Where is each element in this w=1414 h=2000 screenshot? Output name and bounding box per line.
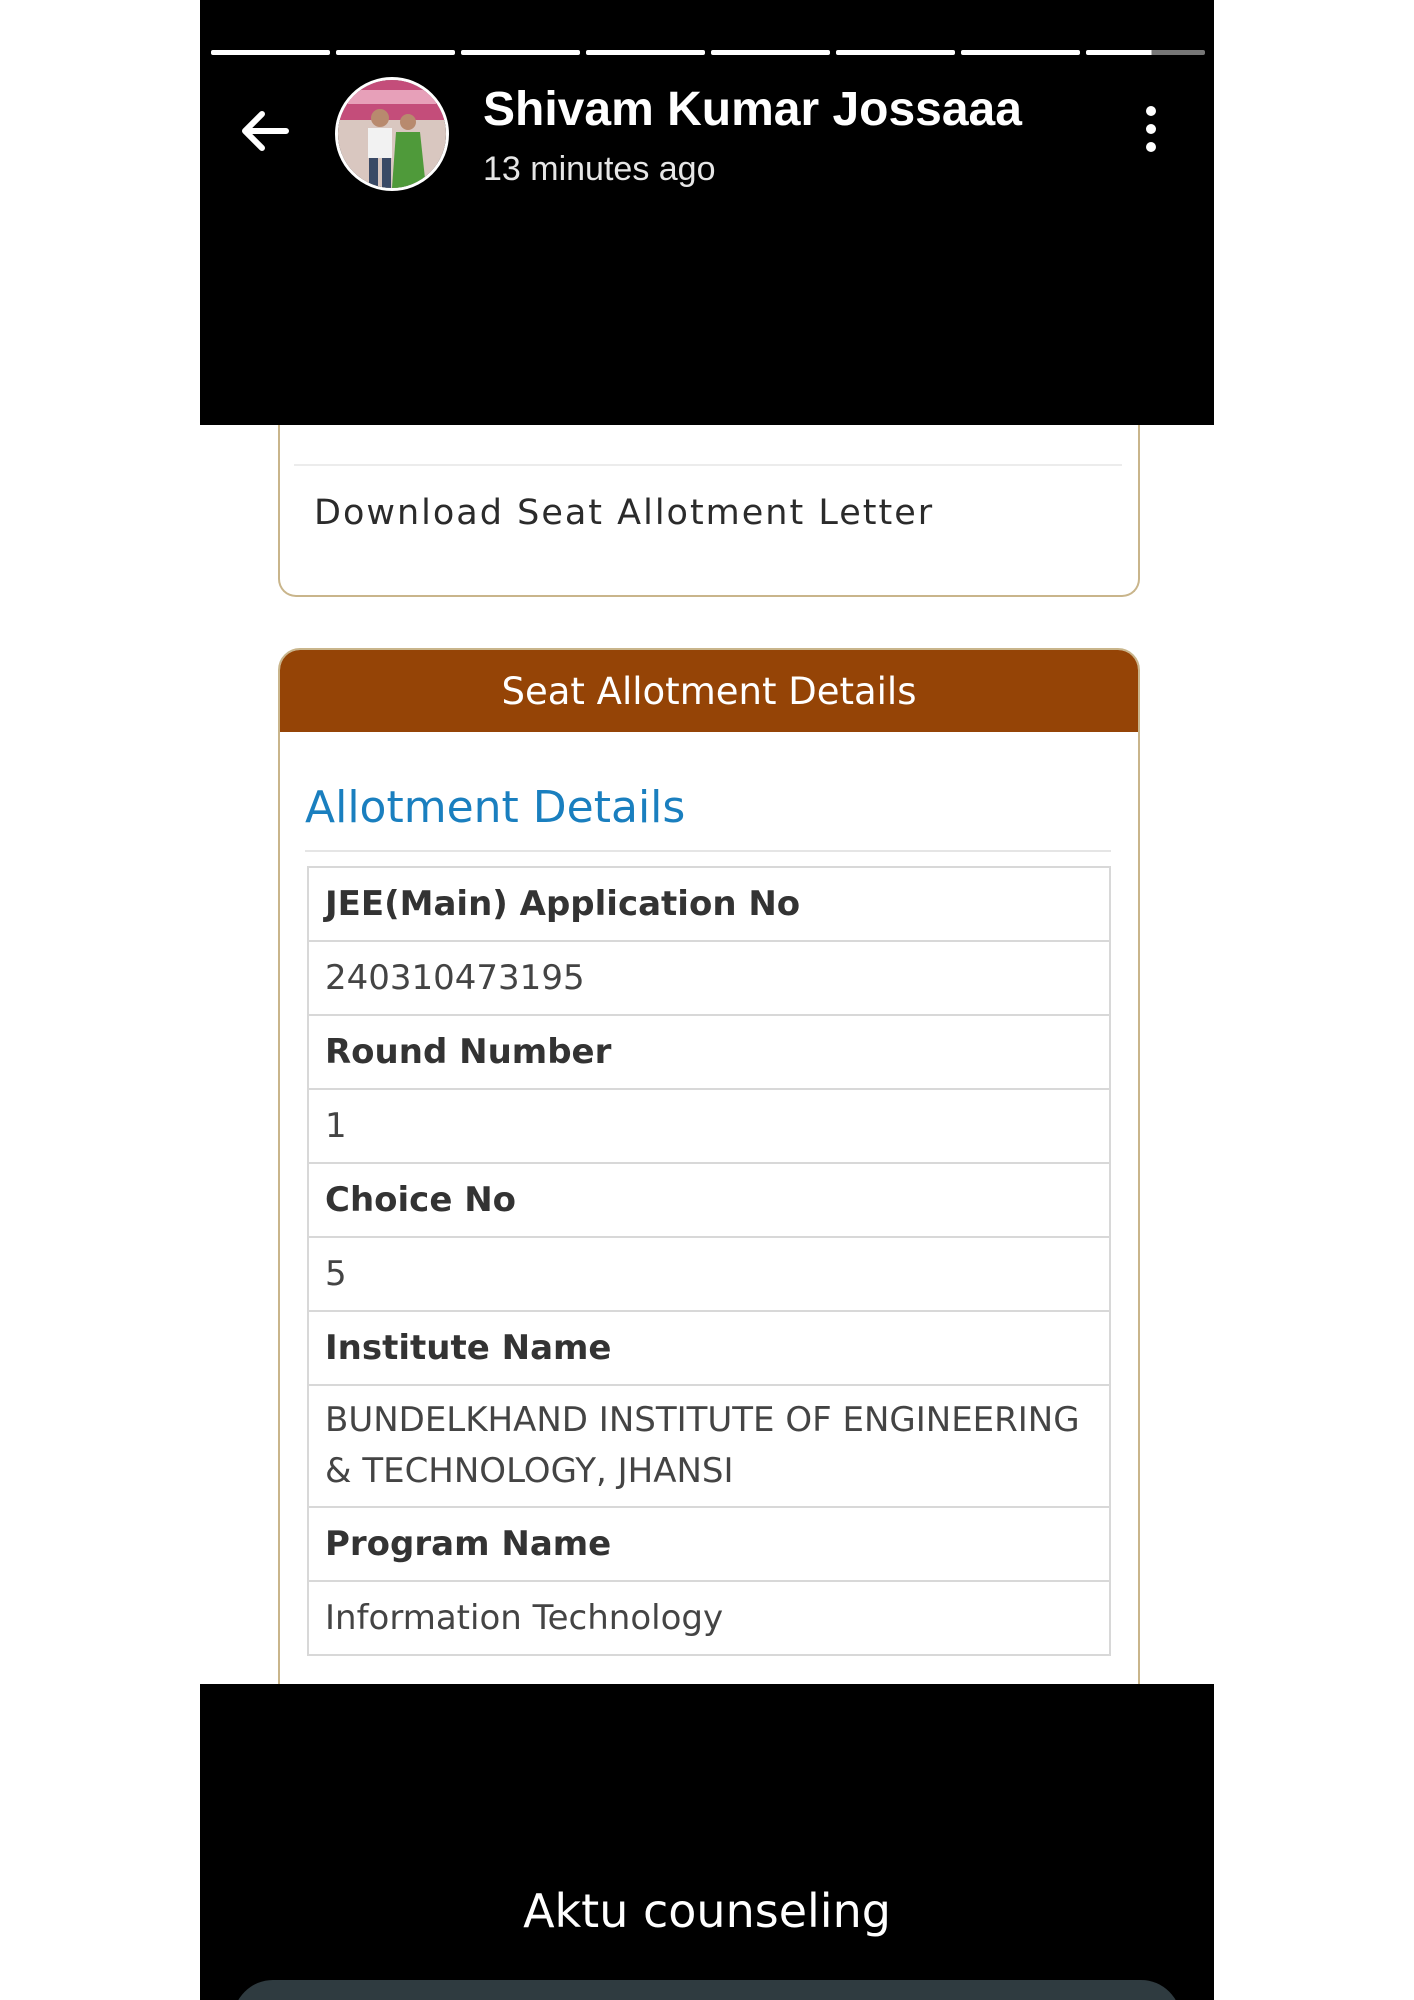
progress-segment — [961, 50, 1080, 55]
field-value: Information Technology — [308, 1581, 1110, 1655]
story-caption: Aktu counseling — [523, 1884, 891, 1938]
progress-segment — [711, 50, 830, 55]
field-value: 5 — [308, 1237, 1110, 1311]
progress-segment — [461, 50, 580, 55]
progress-segment — [836, 50, 955, 55]
divider — [305, 850, 1111, 852]
progress-segment — [211, 50, 330, 55]
story-progress-bars — [211, 50, 1205, 55]
table-row — [308, 1089, 1110, 1163]
table-row — [308, 1237, 1110, 1311]
seat-allotment-header: Seat Allotment Details — [280, 650, 1138, 732]
table-row — [308, 1581, 1110, 1655]
back-arrow-icon[interactable] — [238, 104, 292, 158]
table-row — [308, 1385, 1110, 1507]
field-label: Program Name — [308, 1507, 1110, 1581]
download-allotment-letter-link[interactable]: Download Seat Allotment Letter — [314, 493, 935, 533]
reply-bar[interactable] — [233, 1980, 1181, 2000]
table-row — [308, 1163, 1110, 1237]
field-value: 1 — [308, 1089, 1110, 1163]
allotment-details-table — [307, 866, 1111, 1656]
progress-segment-current — [1086, 50, 1205, 55]
allotment-details-title: Allotment Details — [305, 782, 686, 833]
table-row — [308, 867, 1110, 941]
field-value: BUNDELKHAND INSTITUTE OF ENGINEERING & TECHNOLOGY, JHANSI — [308, 1385, 1110, 1507]
field-label: Round Number — [308, 1015, 1110, 1089]
avatar[interactable] — [335, 77, 449, 191]
progress-segment — [586, 50, 705, 55]
field-value: 240310473195 — [308, 941, 1110, 1015]
field-label: Choice No — [308, 1163, 1110, 1237]
more-options-icon[interactable] — [1138, 106, 1164, 162]
story-user-name[interactable]: Shivam Kumar Jossaaa — [483, 83, 1022, 136]
table-row — [308, 1507, 1110, 1581]
story-footer — [200, 1684, 1214, 2000]
field-label: JEE(Main) Application No — [308, 867, 1110, 941]
story-header — [200, 0, 1214, 425]
table-row — [308, 1311, 1110, 1385]
field-label: Institute Name — [308, 1311, 1110, 1385]
table-row — [308, 1015, 1110, 1089]
phone-screen — [200, 0, 1214, 2000]
story-post-time: 13 minutes ago — [483, 150, 716, 188]
table-row — [308, 941, 1110, 1015]
progress-segment — [336, 50, 455, 55]
